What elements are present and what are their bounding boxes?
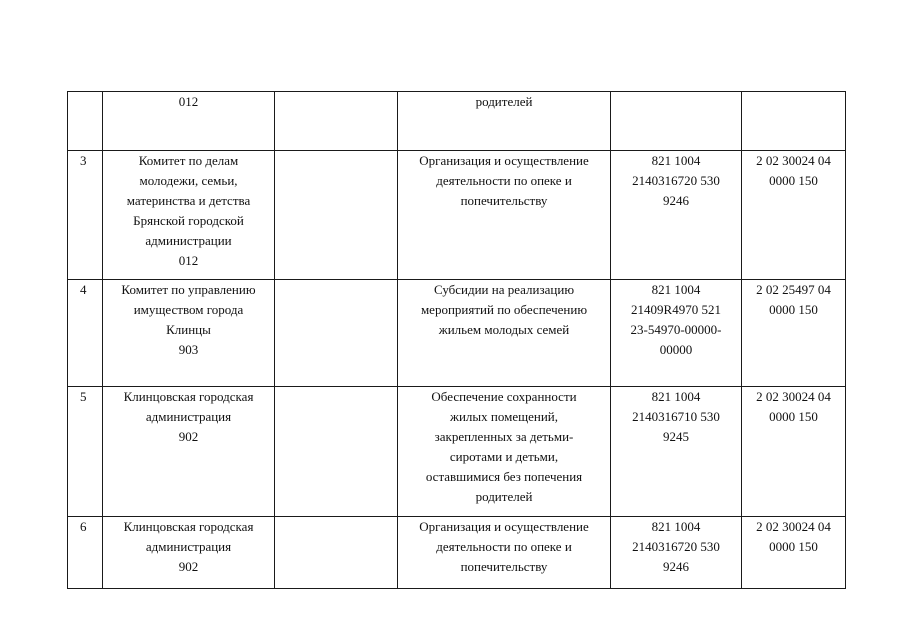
budget-code-line: 2140316710 530 bbox=[632, 409, 720, 424]
organization-line: 902 bbox=[178, 559, 199, 574]
organization-line: администрации bbox=[145, 233, 232, 248]
budget-code-line: 9246 bbox=[663, 193, 689, 208]
empty-cell bbox=[275, 280, 398, 387]
organization-cell bbox=[103, 92, 275, 151]
organization-line: 012 bbox=[178, 94, 199, 109]
budget-code-cell bbox=[611, 517, 742, 589]
revenue-code-line: 2 02 30024 04 bbox=[756, 153, 831, 168]
row-number: 5 bbox=[80, 389, 87, 404]
purpose-line: Обеспечение сохранности bbox=[431, 389, 577, 404]
purpose-cell bbox=[398, 151, 611, 280]
row-number-cell bbox=[68, 387, 103, 517]
revenue-code-line: 0000 150 bbox=[769, 173, 818, 188]
budget-code-line: 9246 bbox=[663, 559, 689, 574]
row-number-cell bbox=[68, 280, 103, 387]
budget-code-line: 2140316720 530 bbox=[632, 539, 720, 554]
row-number-cell bbox=[68, 517, 103, 589]
budget-code-cell bbox=[611, 151, 742, 280]
purpose-line: жилых помещений, bbox=[449, 409, 559, 424]
purpose-line: попечительству bbox=[460, 193, 548, 208]
purpose-line: жильем молодых семей bbox=[438, 322, 570, 337]
organization-cell bbox=[103, 280, 275, 387]
organization-line: материнства и детства bbox=[126, 193, 251, 208]
revenue-code-cell bbox=[742, 387, 846, 517]
revenue-code-cell bbox=[742, 151, 846, 280]
budget-code-line: 821 1004 bbox=[651, 519, 701, 534]
purpose-cell bbox=[398, 92, 611, 151]
revenue-code-cell bbox=[742, 92, 846, 151]
empty-cell bbox=[275, 517, 398, 589]
purpose-line: оставшимися без попечения bbox=[425, 469, 583, 484]
empty-cell bbox=[275, 151, 398, 280]
purpose-line: родителей bbox=[475, 94, 533, 109]
table-row bbox=[68, 280, 846, 387]
purpose-line: закрепленных за детьми- bbox=[434, 429, 574, 444]
organization-cell bbox=[103, 517, 275, 589]
organization-line: Клинцы bbox=[166, 322, 211, 337]
row-number: 4 bbox=[80, 282, 87, 297]
organization-line: администрация bbox=[145, 409, 232, 424]
budget-code-cell bbox=[611, 92, 742, 151]
budget-code-line: 2140316720 530 bbox=[632, 173, 720, 188]
purpose-line: деятельности по опеке и bbox=[436, 173, 572, 188]
budget-code-line: 821 1004 bbox=[651, 389, 701, 404]
revenue-code-line: 0000 150 bbox=[769, 409, 818, 424]
organization-line: 902 bbox=[178, 429, 199, 444]
budget-code-line: 23-54970-00000- bbox=[630, 322, 722, 337]
revenue-code-line: 0000 150 bbox=[769, 302, 818, 317]
table-row bbox=[68, 151, 846, 280]
purpose-line: Организация и осуществление bbox=[419, 519, 589, 534]
revenue-code-cell bbox=[742, 517, 846, 589]
row-number-cell bbox=[68, 151, 103, 280]
budget-code-line: 821 1004 bbox=[651, 153, 701, 168]
organization-line: администрация bbox=[145, 539, 232, 554]
budget-code-cell bbox=[611, 387, 742, 517]
organization-cell bbox=[103, 387, 275, 517]
organization-cell bbox=[103, 151, 275, 280]
budget-code-line: 9245 bbox=[663, 429, 689, 444]
revenue-code-line: 2 02 30024 04 bbox=[756, 519, 831, 534]
organization-line: Клинцовская городская bbox=[123, 519, 254, 534]
budget-code-line: 21409R4970 521 bbox=[631, 302, 721, 317]
budget-code-cell bbox=[611, 280, 742, 387]
revenue-code-line: 2 02 30024 04 bbox=[756, 389, 831, 404]
purpose-line: Организация и осуществление bbox=[419, 153, 589, 168]
revenue-code-line: 0000 150 bbox=[769, 539, 818, 554]
purpose-line: деятельности по опеке и bbox=[436, 539, 572, 554]
organization-line: Клинцовская городская bbox=[123, 389, 254, 404]
table-row bbox=[68, 517, 846, 589]
budget-code-line: 821 1004 bbox=[651, 282, 701, 297]
empty-cell bbox=[275, 387, 398, 517]
purpose-line: попечительству bbox=[460, 559, 548, 574]
purpose-line: сиротами и детьми, bbox=[449, 449, 559, 464]
budget-code-line: 00000 bbox=[659, 342, 693, 357]
row-number: 3 bbox=[80, 153, 87, 168]
purpose-line: мероприятий по обеспечению bbox=[420, 302, 588, 317]
row-number: 6 bbox=[80, 519, 87, 534]
revenue-code-cell bbox=[742, 280, 846, 387]
empty-cell bbox=[275, 92, 398, 151]
revenue-code-line: 2 02 25497 04 bbox=[756, 282, 831, 297]
organization-line: молодежи, семьи, bbox=[139, 173, 238, 188]
table-row bbox=[68, 92, 846, 151]
table-row bbox=[68, 387, 846, 517]
organization-line: Брянской городской bbox=[133, 213, 244, 228]
organization-line: имуществом города bbox=[133, 302, 244, 317]
purpose-line: Субсидии на реализацию bbox=[433, 282, 575, 297]
organization-line: Комитет по делам bbox=[138, 153, 239, 168]
purpose-line: родителей bbox=[475, 489, 533, 504]
row-number-cell bbox=[68, 92, 103, 151]
purpose-cell bbox=[398, 517, 611, 589]
document-table bbox=[67, 91, 846, 589]
purpose-cell bbox=[398, 387, 611, 517]
organization-line: 012 bbox=[178, 253, 199, 268]
organization-line: Комитет по управлению bbox=[121, 282, 256, 297]
purpose-cell bbox=[398, 280, 611, 387]
organization-line: 903 bbox=[178, 342, 199, 357]
table-body bbox=[68, 92, 846, 589]
